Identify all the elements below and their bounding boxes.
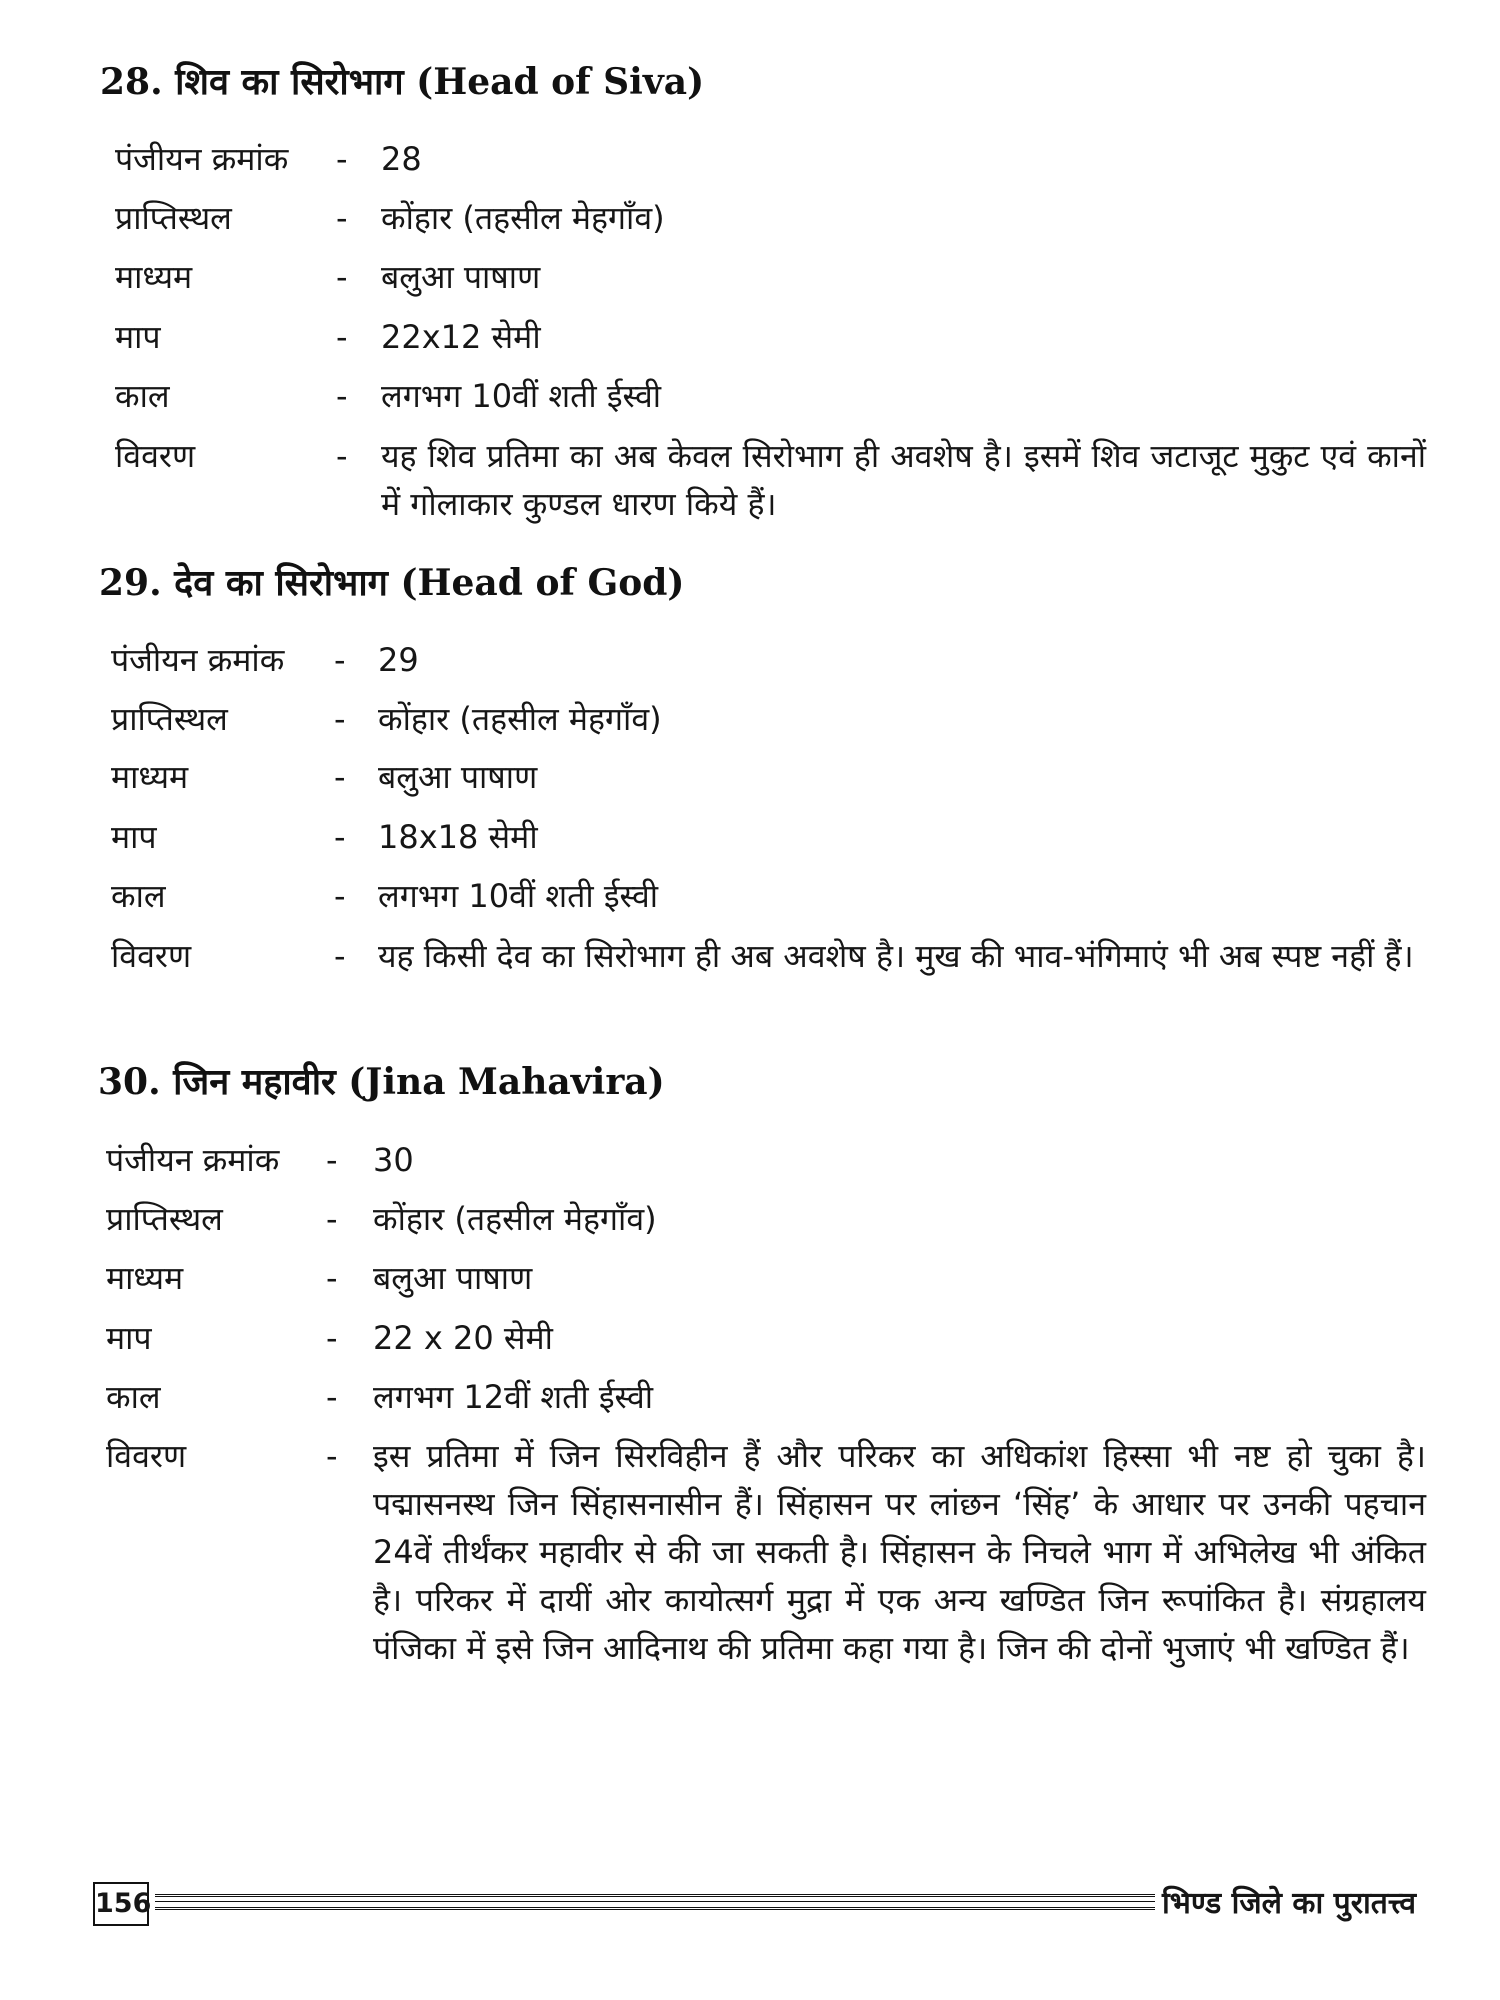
field-label: विवरण [115, 437, 196, 475]
field-value: कोंहार (तहसील मेहगाँव) [373, 1200, 657, 1238]
field-label: प्राप्तिस्थल [115, 199, 232, 237]
field-value: 28 [381, 140, 422, 178]
field-separator: - [334, 937, 346, 975]
field-label: माप [106, 1319, 152, 1357]
field-value: बलुआ पाषाण [373, 1259, 533, 1297]
field-separator: - [326, 1378, 338, 1416]
field-separator: - [336, 437, 348, 475]
field-value: कोंहार (तहसील मेहगाँव) [381, 199, 665, 237]
field-label: काल [106, 1378, 161, 1416]
field-label: माध्यम [115, 258, 193, 296]
field-separator: - [336, 140, 348, 178]
field-value: 22x12 सेमी [381, 318, 541, 356]
field-separator: - [326, 1200, 338, 1238]
field-label: माप [111, 818, 157, 856]
field-label: काल [111, 877, 166, 915]
field-label: पंजीयन क्रमांक [106, 1141, 280, 1179]
field-label: प्राप्तिस्थल [106, 1200, 223, 1238]
field-label: पंजीयन क्रमांक [115, 140, 289, 178]
field-value: लगभग 12वीं शती ईस्वी [373, 1378, 654, 1416]
field-separator: - [334, 758, 346, 796]
field-value: बलुआ पाषाण [381, 258, 541, 296]
field-separator: - [334, 700, 346, 738]
field-value: यह किसी देव का सिरोभाग ही अब अवशेष है। मुख की भाव-भंगिमाएं भी अब स्पष्ट नहीं हैं। [378, 937, 1414, 975]
field-value: 22 x 20 सेमी [373, 1319, 553, 1357]
field-value: बलुआ पाषाण [378, 758, 538, 796]
field-separator: - [334, 877, 346, 915]
field-separator: - [336, 258, 348, 296]
field-separator: - [334, 818, 346, 856]
field-separator: - [336, 318, 348, 356]
footer-rule-middle [155, 1901, 1155, 1902]
field-value: कोंहार (तहसील मेहगाँव) [378, 700, 662, 738]
footer-rule [155, 1894, 1155, 1910]
field-label: माध्यम [111, 758, 189, 796]
page-number: 156 [93, 1882, 149, 1926]
field-separator: - [326, 1437, 338, 1475]
field-separator: - [336, 377, 348, 415]
field-value: यह शिव प्रतिमा का अब केवल सिरोभाग ही अवशेष है। इसमें शिव जटाजूट मुकुट एवं कानों में गोलाकार कुण्डल धारण किये हैं। [381, 437, 1426, 523]
field-value: इस प्रतिमा में जिन सिरविहीन हैं और परिकर का अधिकांश हिस्सा भी नष्ट हो चुका है। पद्मासनस्थ जिन सिंहासनासीन हैं। सिंहासन पर लांछन ‘सिंह’ के आधार पर उनकी पहचान 24वें तीर्थंकर महावीर से की जा सकती है। सिंहासन के निचले भाग में अभिलेख भी अंकित है। परिकर में दायीं ओर कायोत्सर्ग मुद्रा में एक अन्य खण्डित जिन रूपांकित है। संग्रहालय पंजिका में इसे जिन आदिनाथ की प्रतिमा कहा गया है। जिन की दोनों भुजाएं भी खण्डित हैं। [373, 1437, 1426, 1667]
field-separator: - [326, 1319, 338, 1357]
field-label: माप [115, 318, 161, 356]
field-value: 29 [378, 641, 419, 679]
entry-title: 28. शिव का सिरोभाग (Head of Siva) [100, 61, 705, 103]
field-value: 18x18 सेमी [378, 818, 538, 856]
field-label: माध्यम [106, 1259, 184, 1297]
field-separator: - [326, 1141, 338, 1179]
field-value: लगभग 10वीं शती ईस्वी [378, 877, 659, 915]
field-label: काल [115, 377, 170, 415]
page-footer [0, 1882, 1500, 1932]
field-separator: - [336, 199, 348, 237]
field-label: पंजीयन क्रमांक [111, 641, 285, 679]
field-separator: - [326, 1259, 338, 1297]
field-label: विवरण [106, 1437, 187, 1475]
field-label: विवरण [111, 937, 192, 975]
entry-title: 30. जिन महावीर (Jina Mahavira) [98, 1061, 665, 1103]
field-value: 30 [373, 1141, 414, 1179]
entry-title: 29. देव का सिरोभाग (Head of God) [99, 562, 685, 604]
field-separator: - [334, 641, 346, 679]
field-label: प्राप्तिस्थल [111, 700, 228, 738]
field-value: लगभग 10वीं शती ईस्वी [381, 377, 662, 415]
book-title: भिण्ड जिले का पुरातत्त्व [1162, 1886, 1417, 1921]
